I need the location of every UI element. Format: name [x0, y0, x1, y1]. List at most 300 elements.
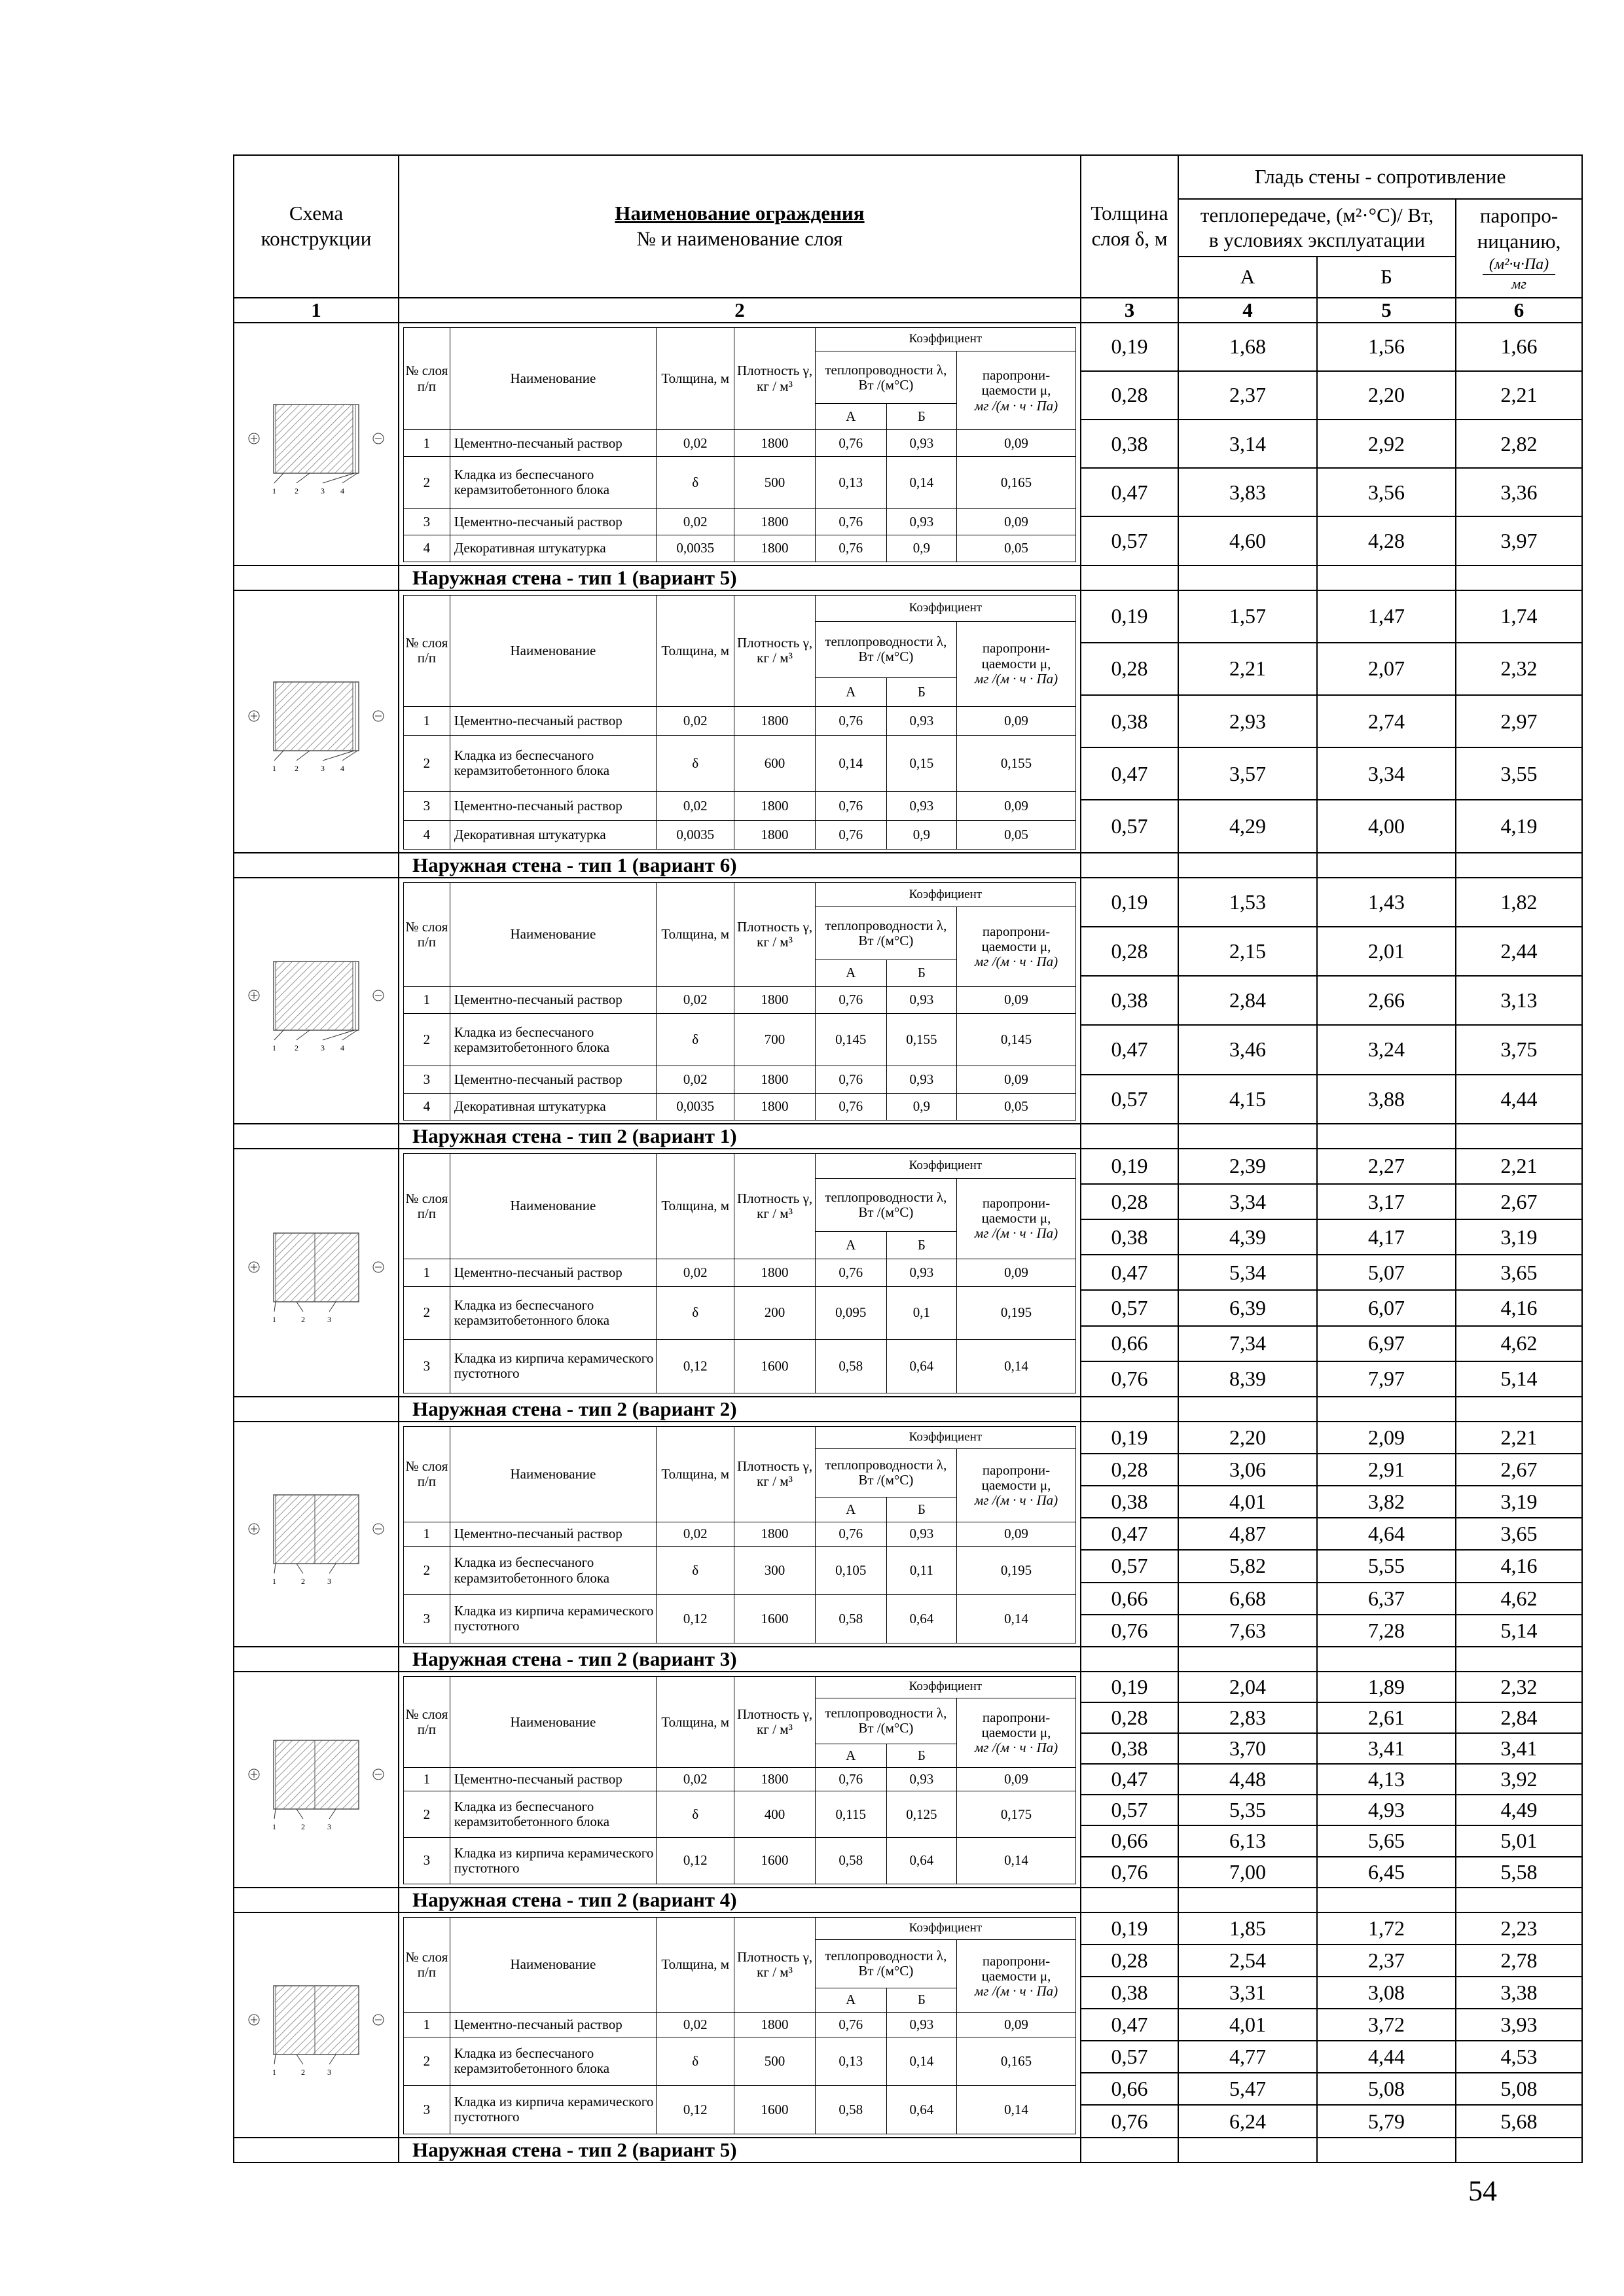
layer-name: Декоративная штукатурка: [450, 535, 656, 562]
layer-thickness: 0,02: [657, 1522, 734, 1547]
svg-text:1: 1: [272, 1315, 276, 1325]
resistance-a: 7,00: [1178, 1857, 1317, 1888]
layer-conductivity-b: 0,93: [886, 1768, 956, 1791]
layer-name-header: Наименование: [450, 1676, 656, 1767]
header-name-sub: № и наименование слоя: [636, 226, 843, 250]
layer-permeability: 0,165: [956, 2037, 1075, 2086]
layer-conductivity-b: 0,93: [886, 986, 956, 1013]
resistance-b: 7,97: [1317, 1361, 1456, 1397]
resistance-a: 4,01: [1178, 2009, 1317, 2041]
layer-row: [404, 457, 1076, 509]
resistance-a: 1,85: [1178, 1912, 1317, 1945]
caption-empty: [1456, 1647, 1582, 1672]
vapor-resistance: 2,67: [1456, 1454, 1582, 1486]
resistance-a: 2,04: [1178, 1672, 1317, 1702]
layer-conductivity-b: 0,125: [886, 1791, 956, 1838]
construction-schema: [234, 1672, 399, 1888]
caption-empty: [1317, 1647, 1456, 1672]
layer-conductivity-b: 0,93: [886, 1259, 956, 1286]
layer-conductivity-a: 0,76: [815, 1522, 886, 1547]
resistance-b: 4,93: [1317, 1795, 1456, 1825]
layer-conductivity-a: 0,76: [815, 1259, 886, 1286]
coef-header: Коэффициент: [815, 882, 1075, 906]
thickness-value: 0,28: [1081, 1702, 1178, 1733]
permeability-header: [956, 1178, 1075, 1259]
conductivity-header: теплопроводности λ, Вт /(м°С): [815, 1178, 956, 1232]
conductivity-b-header: Б: [886, 1232, 956, 1259]
vapor-resistance: 2,67: [1456, 1184, 1582, 1219]
resistance-a: 8,39: [1178, 1361, 1317, 1397]
resistance-b: 6,45: [1317, 1857, 1456, 1888]
construction-schema: [234, 1149, 399, 1397]
resistance-a: 3,31: [1178, 1977, 1317, 2009]
layer-name-header: Наименование: [450, 1426, 656, 1522]
resistance-a: 4,39: [1178, 1219, 1317, 1255]
caption-row: [234, 565, 1582, 590]
layer-density: 1800: [734, 1522, 815, 1547]
thickness-value: 0,19: [1081, 590, 1178, 643]
layer-permeability: 0,195: [956, 1286, 1075, 1340]
vapor-resistance: 3,92: [1456, 1764, 1582, 1795]
col-number: 2: [399, 298, 1081, 323]
layer-row: [404, 430, 1076, 457]
wall-caption: Наружная стена - тип 2 (вариант 2): [399, 1397, 1081, 1422]
svg-text:1: 1: [272, 1821, 276, 1831]
layer-num: 4: [404, 535, 450, 562]
layer-row: [404, 1066, 1076, 1093]
layer-conductivity-a: 0,76: [815, 535, 886, 562]
wall-caption: Наружная стена - тип 1 (вариант 6): [399, 853, 1081, 878]
col-number: 4: [1178, 298, 1317, 323]
resistance-b: 2,91: [1317, 1454, 1456, 1486]
resistance-b: 4,64: [1317, 1518, 1456, 1550]
resistance-b: 3,72: [1317, 2009, 1456, 2041]
vapor-resistance: 4,62: [1456, 1583, 1582, 1615]
layer-permeability: 0,09: [956, 791, 1075, 820]
layer-permeability: 0,155: [956, 735, 1075, 791]
layer-density: 500: [734, 457, 815, 509]
layer-num: 2: [404, 1791, 450, 1838]
layer-conductivity-a: 0,76: [815, 1093, 886, 1120]
layer-density: 1800: [734, 1768, 815, 1791]
resistance-a: 7,34: [1178, 1326, 1317, 1361]
caption-row: [234, 853, 1582, 878]
layer-density-header: Плотность γ, кг / м³: [734, 1676, 815, 1767]
table-row: [234, 1672, 1582, 1702]
layer-permeability: 0,14: [956, 1837, 1075, 1884]
layer-num: 2: [404, 457, 450, 509]
col-number: 1: [234, 298, 399, 323]
layer-conductivity-a: 0,095: [815, 1286, 886, 1340]
svg-text:2: 2: [295, 764, 298, 774]
layer-row: [404, 1259, 1076, 1286]
layer-num: 3: [404, 2085, 450, 2134]
layer-row: [404, 1837, 1076, 1884]
resistance-a: 2,37: [1178, 371, 1317, 420]
vapor-resistance: 1,66: [1456, 323, 1582, 371]
svg-text:1: 1: [272, 764, 276, 774]
caption-empty: [1178, 565, 1317, 590]
layer-permeability: 0,09: [956, 986, 1075, 1013]
permeability-label: паропрони-цаемости μ,: [981, 640, 1051, 672]
layer-name-header: Наименование: [450, 327, 656, 430]
layer-conductivity-b: 0,1: [886, 1286, 956, 1340]
permeability-header: [956, 1939, 1075, 2012]
layer-density-header: Плотность γ, кг / м³: [734, 327, 815, 430]
layers-table: [403, 327, 1076, 562]
layer-conductivity-b: 0,93: [886, 791, 956, 820]
layer-density: 1600: [734, 1594, 815, 1643]
permeability-label: паропрони-цаемости μ,: [981, 1195, 1051, 1227]
layer-row: [404, 509, 1076, 535]
resistance-a: 2,39: [1178, 1149, 1317, 1184]
svg-text:1: 1: [272, 1576, 276, 1586]
layer-conductivity-b: 0,9: [886, 535, 956, 562]
resistance-b: 3,88: [1317, 1075, 1456, 1124]
svg-text:2: 2: [301, 2067, 305, 2077]
caption-empty: [1178, 1124, 1317, 1149]
resistance-a: 4,77: [1178, 2041, 1317, 2073]
svg-text:4: 4: [340, 764, 344, 774]
layer-num: 2: [404, 2037, 450, 2086]
layer-thickness: 0,12: [657, 1837, 734, 1884]
header-vapor-unit: (м²·ч·Па): [1489, 255, 1549, 273]
resistance-a: 3,57: [1178, 747, 1317, 800]
wall-caption: Наружная стена - тип 1 (вариант 5): [399, 565, 1081, 590]
layer-density: 1800: [734, 791, 815, 820]
layer-conductivity-a: 0,76: [815, 1066, 886, 1093]
layer-row: [404, 1286, 1076, 1340]
resistance-b: 2,92: [1317, 420, 1456, 468]
thickness-value: 0,66: [1081, 1583, 1178, 1615]
wall-section-diagram: [238, 1721, 395, 1839]
svg-text:4: 4: [340, 486, 344, 496]
layer-thickness-header: Толщина, м: [657, 595, 734, 706]
layer-num: 2: [404, 735, 450, 791]
coef-header: Коэффициент: [815, 1917, 1075, 1939]
layer-row: [404, 1340, 1076, 1393]
layer-permeability: 0,09: [956, 1066, 1075, 1093]
layer-density: 1800: [734, 1259, 815, 1286]
svg-text:2: 2: [301, 1315, 305, 1325]
permeability-unit: мг /(м · ч · Па): [974, 670, 1058, 687]
layer-conductivity-a: 0,76: [815, 2013, 886, 2037]
layers-table: [403, 595, 1076, 850]
thickness-value: 0,19: [1081, 1912, 1178, 1945]
resistance-b: 4,17: [1317, 1219, 1456, 1255]
layer-name: Кладка из кирпича керамического пустотного: [450, 1594, 656, 1643]
vapor-resistance: 5,68: [1456, 2105, 1582, 2137]
layer-thickness-header: Толщина, м: [657, 1917, 734, 2013]
caption-empty: [234, 1888, 399, 1912]
resistance-b: 5,79: [1317, 2105, 1456, 2137]
vapor-resistance: 5,14: [1456, 1361, 1582, 1397]
layer-density: 700: [734, 1013, 815, 1066]
resistance-a: 5,82: [1178, 1550, 1317, 1582]
thickness-value: 0,76: [1081, 1857, 1178, 1888]
thickness-value: 0,19: [1081, 1422, 1178, 1454]
conductivity-header: теплопроводности λ, Вт /(м°С): [815, 351, 956, 403]
thickness-value: 0,47: [1081, 1255, 1178, 1290]
layer-name: Кладка из кирпича керамического пустотного: [450, 1837, 656, 1884]
header-name: [399, 155, 1081, 298]
layer-num: 4: [404, 820, 450, 849]
thickness-value: 0,28: [1081, 1184, 1178, 1219]
layer-density: 1800: [734, 986, 815, 1013]
layer-num: 1: [404, 1259, 450, 1286]
thickness-value: 0,19: [1081, 1149, 1178, 1184]
resistance-a: 2,21: [1178, 643, 1317, 695]
resistance-b: 2,61: [1317, 1702, 1456, 1733]
layers-table: [403, 882, 1076, 1121]
thickness-value: 0,47: [1081, 1518, 1178, 1550]
layer-permeability: 0,175: [956, 1791, 1075, 1838]
thickness-value: 0,28: [1081, 371, 1178, 420]
thickness-value: 0,57: [1081, 1075, 1178, 1124]
caption-row: [234, 1647, 1582, 1672]
coef-header: Коэффициент: [815, 1153, 1075, 1178]
caption-empty: [1317, 853, 1456, 878]
layer-num-header: № слоя п/п: [404, 1153, 450, 1259]
conductivity-header: теплопроводности λ, Вт /(м°С): [815, 621, 956, 677]
layer-conductivity-b: 0,64: [886, 1594, 956, 1643]
permeability-unit: мг /(м · ч · Па): [974, 397, 1058, 414]
layer-conductivity-b: 0,155: [886, 1013, 956, 1066]
resistance-a: 3,83: [1178, 468, 1317, 516]
thickness-value: 0,76: [1081, 2105, 1178, 2137]
conductivity-a-header: А: [815, 1988, 886, 2013]
vapor-resistance: 2,44: [1456, 927, 1582, 976]
vapor-resistance: 2,82: [1456, 420, 1582, 468]
resistance-a: 1,53: [1178, 878, 1317, 927]
layer-density: 400: [734, 1791, 815, 1838]
caption-empty: [1178, 853, 1317, 878]
layer-row: [404, 706, 1076, 735]
layer-thickness-header: Толщина, м: [657, 882, 734, 986]
layer-conductivity-a: 0,76: [815, 986, 886, 1013]
thickness-value: 0,38: [1081, 1977, 1178, 2009]
svg-text:2: 2: [295, 1043, 298, 1052]
layer-name: Кладка из беспесчаного керамзитобетонного блока: [450, 1791, 656, 1838]
layer-row: [404, 1594, 1076, 1643]
resistance-a: 1,57: [1178, 590, 1317, 643]
layer-num: 1: [404, 430, 450, 457]
vapor-resistance: 4,62: [1456, 1326, 1582, 1361]
vapor-resistance: 3,19: [1456, 1486, 1582, 1518]
layer-name-header: Наименование: [450, 595, 656, 706]
layer-permeability: 0,05: [956, 820, 1075, 849]
header-thickness: Толщина слоя δ, м: [1081, 155, 1178, 298]
wall-section-diagram: [238, 942, 395, 1060]
thickness-value: 0,66: [1081, 2073, 1178, 2105]
thickness-value: 0,19: [1081, 323, 1178, 371]
vapor-resistance: 2,21: [1456, 1149, 1582, 1184]
resistance-b: 1,72: [1317, 1912, 1456, 1945]
thickness-value: 0,38: [1081, 1486, 1178, 1518]
resistance-b: 3,17: [1317, 1184, 1456, 1219]
permeability-unit: мг /(м · ч · Па): [974, 1492, 1058, 1508]
vapor-resistance: 2,32: [1456, 1672, 1582, 1702]
layer-conductivity-b: 0,93: [886, 2013, 956, 2037]
thickness-value: 0,47: [1081, 468, 1178, 516]
caption-empty: [1178, 1397, 1317, 1422]
layer-thickness: δ: [657, 735, 734, 791]
layer-conductivity-b: 0,93: [886, 509, 956, 535]
layer-density: 1800: [734, 2013, 815, 2037]
vapor-resistance: 4,44: [1456, 1075, 1582, 1124]
vapor-resistance: 5,14: [1456, 1615, 1582, 1647]
layer-density: 500: [734, 2037, 815, 2086]
table-row: [234, 1149, 1582, 1184]
svg-text:3: 3: [327, 2067, 331, 2077]
layer-name: Кладка из беспесчаного керамзитобетонного блока: [450, 457, 656, 509]
layer-name: Цементно-песчаный раствор: [450, 430, 656, 457]
layer-conductivity-a: 0,14: [815, 735, 886, 791]
thickness-value: 0,57: [1081, 2041, 1178, 2073]
resistance-a: 6,68: [1178, 1583, 1317, 1615]
layer-num-header: № слоя п/п: [404, 327, 450, 430]
caption-empty: [234, 1397, 399, 1422]
conductivity-b-header: Б: [886, 1497, 956, 1522]
resistance-b: 4,00: [1317, 800, 1456, 852]
vapor-resistance: 2,21: [1456, 371, 1582, 420]
table-row: [234, 323, 1582, 371]
svg-text:1: 1: [272, 1043, 276, 1052]
layer-permeability: 0,05: [956, 1093, 1075, 1120]
resistance-a: 4,87: [1178, 1518, 1317, 1550]
header-col-b: Б: [1317, 257, 1456, 297]
layer-thickness: 0,02: [657, 791, 734, 820]
layer-name: Цементно-песчаный раствор: [450, 2013, 656, 2037]
layer-thickness: 0,02: [657, 509, 734, 535]
layer-name-header: Наименование: [450, 882, 656, 986]
permeability-header: [956, 621, 1075, 706]
layer-conductivity-a: 0,76: [815, 1768, 886, 1791]
permeability-label: паропрони-цаемости μ,: [981, 1462, 1051, 1493]
layer-density-header: Плотность γ, кг / м³: [734, 595, 815, 706]
layer-permeability: 0,05: [956, 535, 1075, 562]
conductivity-b-header: Б: [886, 1744, 956, 1768]
resistance-b: 4,13: [1317, 1764, 1456, 1795]
caption-empty: [234, 1647, 399, 1672]
layer-conductivity-a: 0,58: [815, 2085, 886, 2134]
vapor-resistance: 2,84: [1456, 1702, 1582, 1733]
layer-num-header: № слоя п/п: [404, 1426, 450, 1522]
layer-density: 1600: [734, 1837, 815, 1884]
layer-conductivity-a: 0,13: [815, 457, 886, 509]
layer-thickness: 0,02: [657, 2013, 734, 2037]
layer-name: Кладка из беспесчаного керамзитобетонного блока: [450, 1286, 656, 1340]
layers-table: [403, 1917, 1076, 2134]
layer-thickness: δ: [657, 1013, 734, 1066]
vapor-resistance: 5,08: [1456, 2073, 1582, 2105]
permeability-label: паропрони-цаемости μ,: [981, 1952, 1051, 1984]
thickness-value: 0,38: [1081, 1733, 1178, 1764]
construction-schema: [234, 1912, 399, 2138]
layer-row: [404, 1522, 1076, 1547]
thickness-value: 0,28: [1081, 1945, 1178, 1977]
wall-section-diagram: [238, 1213, 395, 1331]
caption-empty: [1081, 565, 1178, 590]
resistance-a: 2,15: [1178, 927, 1317, 976]
coef-header: Коэффициент: [815, 327, 1075, 351]
svg-text:3: 3: [321, 1043, 325, 1052]
vapor-resistance: 2,23: [1456, 1912, 1582, 1945]
layer-permeability: 0,09: [956, 1259, 1075, 1286]
layer-num: 1: [404, 1522, 450, 1547]
caption-empty: [1178, 2138, 1317, 2162]
layer-permeability: 0,09: [956, 2013, 1075, 2037]
layers-table: [403, 1676, 1076, 1884]
resistance-b: 1,56: [1317, 323, 1456, 371]
layer-density: 600: [734, 735, 815, 791]
layers-table: [403, 1153, 1076, 1393]
layers-cell: [399, 1672, 1081, 1888]
permeability-label: паропрони-цаемости μ,: [981, 1709, 1051, 1740]
layer-name: Декоративная штукатурка: [450, 820, 656, 849]
layer-num-header: № слоя п/п: [404, 1917, 450, 2013]
construction-schema: [234, 590, 399, 853]
layer-name: Цементно-песчаный раствор: [450, 1522, 656, 1547]
construction-schema: [234, 323, 399, 565]
layer-thickness: 0,12: [657, 2085, 734, 2134]
resistance-b: 3,41: [1317, 1733, 1456, 1764]
layer-thickness: δ: [657, 1547, 734, 1595]
layer-thickness-header: Толщина, м: [657, 1426, 734, 1522]
conductivity-b-header: Б: [886, 403, 956, 430]
layer-num: 1: [404, 1768, 450, 1791]
layer-row: [404, 2037, 1076, 2086]
layers-cell: [399, 590, 1081, 853]
svg-text:2: 2: [301, 1821, 305, 1831]
thickness-value: 0,38: [1081, 976, 1178, 1025]
thickness-value: 0,57: [1081, 1795, 1178, 1825]
resistance-a: 2,20: [1178, 1422, 1317, 1454]
layer-conductivity-a: 0,76: [815, 820, 886, 849]
layer-thickness-header: Толщина, м: [657, 327, 734, 430]
layer-row: [404, 986, 1076, 1013]
resistance-b: 3,08: [1317, 1977, 1456, 2009]
main-table: [233, 154, 1583, 2163]
resistance-a: 5,35: [1178, 1795, 1317, 1825]
layers-table: [403, 1426, 1076, 1643]
thickness-value: 0,38: [1081, 420, 1178, 468]
svg-text:4: 4: [340, 1043, 344, 1052]
layer-row: [404, 1093, 1076, 1120]
caption-empty: [1317, 1888, 1456, 1912]
layer-conductivity-b: 0,64: [886, 1340, 956, 1393]
col-number: 5: [1317, 298, 1456, 323]
header-heat-label: теплопередаче, (м²·°C)/ Вт,: [1200, 203, 1434, 226]
layer-conductivity-a: 0,105: [815, 1547, 886, 1595]
layer-conductivity-b: 0,93: [886, 430, 956, 457]
resistance-b: 3,82: [1317, 1486, 1456, 1518]
resistance-b: 6,97: [1317, 1326, 1456, 1361]
coef-header: Коэффициент: [815, 1676, 1075, 1698]
col-number: 6: [1456, 298, 1582, 323]
wall-caption: Наружная стена - тип 2 (вариант 3): [399, 1647, 1081, 1672]
vapor-resistance: 3,13: [1456, 976, 1582, 1025]
caption-empty: [234, 2138, 399, 2162]
resistance-a: 4,29: [1178, 800, 1317, 852]
resistance-b: 1,47: [1317, 590, 1456, 643]
conductivity-b-header: Б: [886, 960, 956, 986]
layer-conductivity-a: 0,115: [815, 1791, 886, 1838]
coef-header: Коэффициент: [815, 1426, 1075, 1448]
caption-empty: [1178, 1888, 1317, 1912]
layer-name-header: Наименование: [450, 1917, 656, 2013]
vapor-resistance: 4,19: [1456, 800, 1582, 852]
